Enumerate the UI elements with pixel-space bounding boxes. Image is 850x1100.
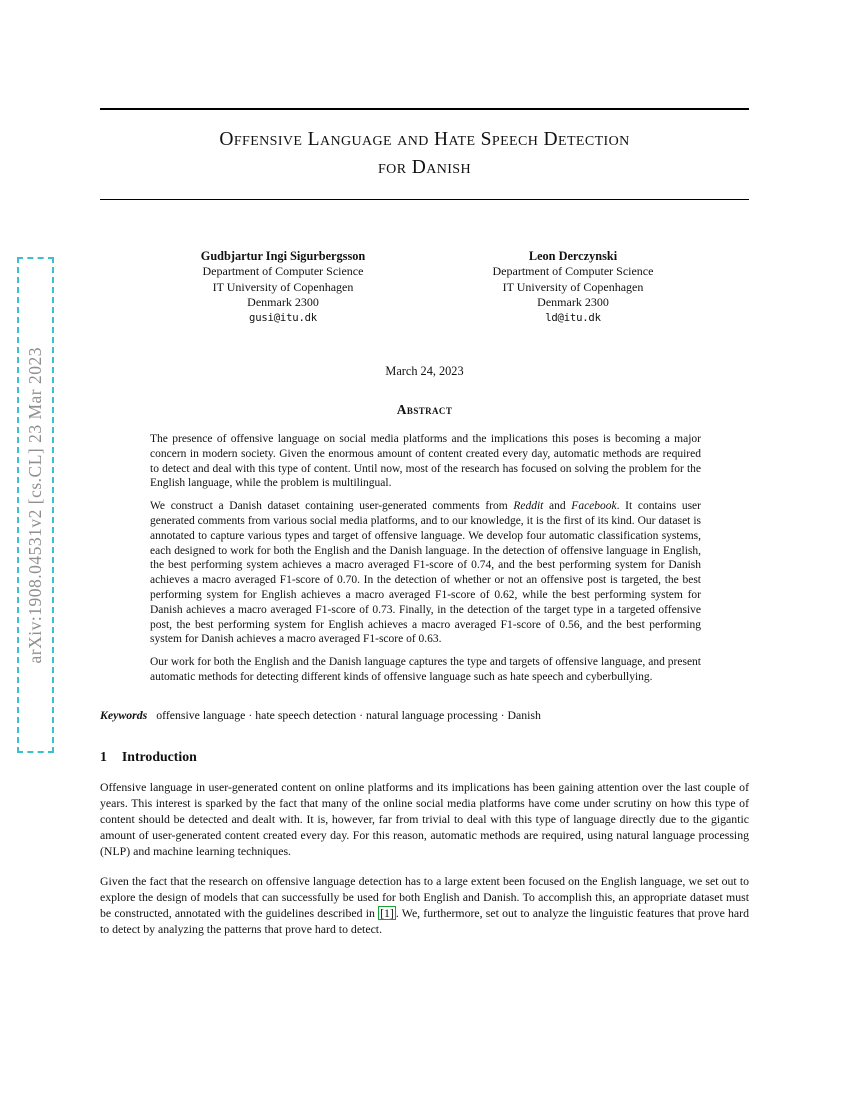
paper-title-line1: Offensive Language and Hate Speech Detection	[219, 129, 630, 150]
author-name: Leon Derczynski	[528, 249, 618, 263]
title-rule-bottom	[100, 199, 749, 200]
author-email: gusi@itu.dk	[249, 311, 317, 324]
section-number: 1	[100, 748, 107, 764]
arxiv-watermark	[17, 257, 54, 753]
author-university: IT University of Copenhagen	[212, 279, 354, 294]
keywords-line	[100, 708, 749, 723]
facebook-italic: Facebook	[571, 500, 617, 513]
paper-page	[100, 108, 749, 937]
author-location: Denmark 2300	[537, 295, 609, 309]
abstract	[150, 432, 701, 685]
abstract-p2-text-b: and	[543, 500, 572, 513]
intro-p2-text-b: . We, furthermore, set out to analyze the linguistic features that prove hard to detect by analyzing the patterns that prove hard to detect.	[100, 905, 749, 936]
author-block	[100, 248, 749, 326]
title-rule-top	[100, 108, 749, 110]
author-name: Gudbjartur Ingi Sigurbergsson	[200, 249, 366, 263]
author-department: Department of Computer Science	[492, 264, 654, 278]
intro-p2-text-a: Given the fact that the research on offensive language detection has to a large extent been focused on the English language, we set out to explore the design of models that can successfully be used for both English and Danish. To accomplish this, an appropriate dataset must be constructed, annotated with the guidelines described in	[100, 873, 749, 920]
reddit-italic: Reddit	[513, 500, 544, 513]
abstract-paragraph-3: Our work for both the English and the Danish language captures the type and targets of offensive language, and present automatic methods for detecting different kinds of offensive language such as hate speech and cyberbullying.	[150, 656, 701, 683]
abstract-paragraph-1: The presence of offensive language on social media platforms and the implications this poses is becoming a major concern in modern society. Given the enormous amount of content created every day, automatic methods are required to detect and deal with this type of content. Until now, most of the research has focused on solving the problem for the English language, while the problem is multilingual.	[150, 433, 701, 490]
intro-paragraph-2	[100, 873, 749, 937]
arxiv-watermark-text: arXiv:1908.04531v2 [cs.CL] 23 Mar 2023	[25, 346, 45, 664]
paper-title-line2: for Danish	[378, 157, 471, 178]
abstract-heading: Abstract	[396, 402, 453, 417]
abstract-paragraph-2	[150, 499, 701, 647]
keywords-label: Keywords	[100, 707, 148, 722]
keywords-text: offensive language · hate speech detection · natural language processing · Danish	[156, 707, 541, 722]
author-email: ld@itu.dk	[545, 311, 601, 324]
paper-date: March 24, 2023	[385, 364, 464, 378]
section-title: Introduction	[121, 748, 197, 764]
author-department: Department of Computer Science	[202, 264, 364, 278]
section-heading-1	[100, 749, 749, 765]
author-location: Denmark 2300	[247, 295, 319, 309]
paper-title	[100, 126, 749, 182]
abstract-p2-text-a: We construct a Danish dataset containing user-generated comments from	[150, 500, 514, 513]
author-1	[443, 248, 703, 326]
intro-paragraph-1: Offensive language in user-generated content on online platforms and its implications has been gaining attention over the last couple of years. This interest is sparked by the fact that many of the online social media platforms have come under scrutiny on how this type of content should be detected and dealt with. It is, however, far from trivial to deal with this type of language directly due to the gigantic amount of user-generated content created every day. For this reason, automatic methods are required, using natural language processing (NLP) and machine learning techniques.	[100, 779, 749, 858]
citation-ref-1[interactable]: [1]	[380, 905, 394, 920]
author-0	[153, 248, 413, 326]
author-university: IT University of Copenhagen	[502, 279, 644, 294]
abstract-p2-text-c: . It contains user generated comments from various social media platforms, and to our knowledge, it is the first of its kind. Our dataset is annotated to capture various types and target of offensive language. We develop four automatic classification systems, each designed to work for both the English and the Danish language. In the detection of offensive language in English, the best performing system achieves a macro averaged F1-score of 0.74, and the best performing system for Danish achieves a macro averaged F1-score of 0.70. In the detection of whether or not an offensive post is targeted, the best performing system for English achieves a macro averaged F1-score of 0.62, while the best performing system for Danish achieves a macro averaged F1-score of 0.73. Finally, in the detection of the target type in a targeted offensive post, the best performing system for English achieves a macro averaged F1-score of 0.56, and the best performing system for Danish achieves a macro averaged F1-score of 0.63.	[150, 500, 701, 646]
